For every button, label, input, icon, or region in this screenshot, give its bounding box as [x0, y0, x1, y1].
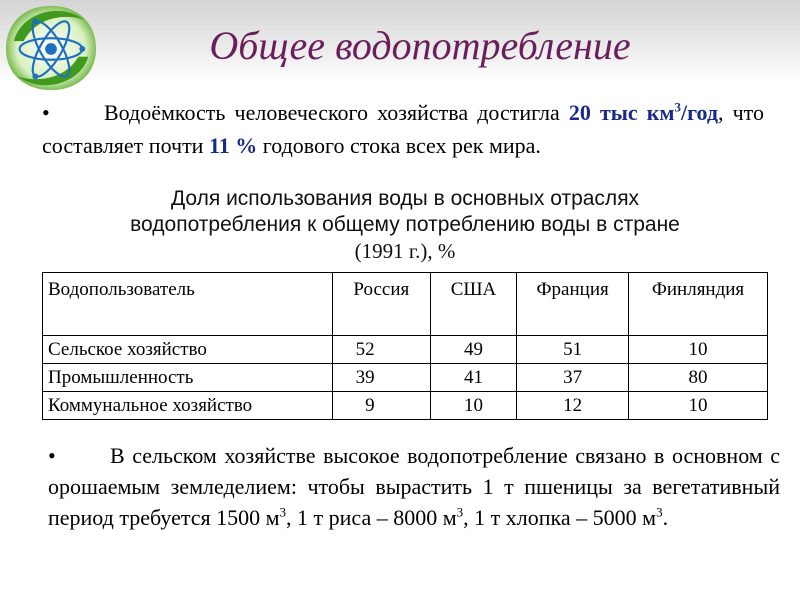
- text: Водоёмкость человеческого хозяйства достигла: [104, 100, 569, 125]
- paragraph-agriculture: [48, 440, 780, 533]
- table-cell: 10: [629, 392, 768, 420]
- bullet: •: [42, 100, 50, 125]
- caption-line: (1991 г.), %: [354, 239, 456, 263]
- text: В сельском хозяйстве высокое водопотребление связано в основном с орошаемым земледелием: чтобы вырастить 1 т пшеницы за вегетативный период требуется 1500 м: [48, 443, 780, 530]
- table-row: [43, 364, 768, 392]
- table-cell: 52: [333, 336, 431, 364]
- table-cell: 80: [629, 364, 768, 392]
- text: годового стока всех рек мира.: [257, 133, 541, 158]
- table-cell: 10: [430, 392, 517, 420]
- caption-line: Доля использования воды в основных отраслях: [170, 187, 640, 210]
- row-label: Коммунальное хозяйство: [43, 392, 333, 420]
- superscript: 3: [656, 504, 663, 520]
- text: , 1 т хлопка – 5000 м: [463, 505, 657, 530]
- superscript: 3: [279, 504, 287, 520]
- table-cell: 41: [430, 364, 517, 392]
- bullet: •: [48, 443, 56, 468]
- table-cell: 10: [629, 336, 768, 364]
- table-row: [43, 392, 768, 420]
- table-cell: 39: [333, 364, 431, 392]
- row-label: Промышленность: [43, 364, 333, 392]
- highlight-volume: 20 тыс $км^3$/год: [568, 99, 719, 125]
- column-header: США: [430, 273, 517, 336]
- table-cell: 9: [333, 392, 431, 420]
- water-use-table: [42, 272, 768, 420]
- table-cell: 12: [517, 392, 629, 420]
- page-title: Общее водопотребление: [209, 23, 631, 68]
- table-header-row: [43, 273, 768, 336]
- table-cell: 51: [517, 336, 629, 364]
- column-header: Водопользователь: [43, 273, 333, 336]
- column-header: Франция: [517, 273, 629, 336]
- paragraph-water-intensity: [42, 96, 764, 162]
- row-label: Сельское хозяйство: [43, 336, 333, 364]
- text: , что составляет почти: [42, 100, 765, 158]
- text: .: [662, 505, 669, 530]
- superscript: 3: [456, 504, 464, 520]
- highlight-percent: 11 %: [208, 133, 258, 158]
- text: , 1 т риса – 8000 м: [286, 505, 457, 530]
- column-header: Финляндия: [629, 273, 768, 336]
- table-cell: 37: [517, 364, 629, 392]
- table-cell: 49: [430, 336, 517, 364]
- table-row: [43, 336, 768, 364]
- column-header: Россия: [333, 273, 431, 336]
- caption-line: водопотребления к общему потреблению воды в стране: [130, 213, 680, 236]
- table-caption: [60, 186, 750, 264]
- atom-logo-icon: [2, 2, 100, 94]
